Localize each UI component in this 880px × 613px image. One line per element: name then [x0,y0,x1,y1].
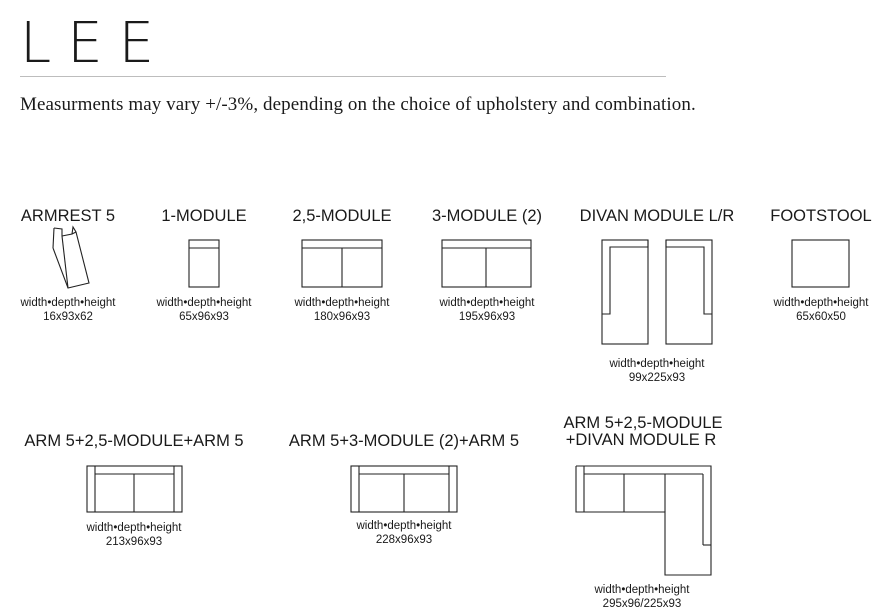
3-module-2-drawing [442,240,531,287]
product-title-arm5-2-5-divan-r-line2: +DIVAN MODULE R [565,431,717,449]
product-title-1-module: 1-MODULE [161,207,247,225]
dims-value-armrest-5: 16x93x62 [43,311,93,323]
dims-value-3-module-2: 195x96x93 [458,311,516,323]
dims-label-divan-module: width•depth•height [609,358,705,370]
dims-label-footstool: width•depth•height [773,297,869,309]
arm5-2-5-arm5-drawing [87,466,182,512]
dims-value-2-5-module: 180x96x93 [313,311,371,323]
dims-value-arm5-2-5-arm5: 213x96x93 [105,536,163,548]
product-title-arm5-3-arm5: ARM 5+3-MODULE (2)+ARM 5 [288,432,520,450]
measurement-note: Measurments may vary +/-3%, depending on the choice of upholstery and combination. [20,94,696,115]
product-title-arm5-2-5-divan-r-line1: ARM 5+2,5-MODULE [563,414,723,432]
1-module-drawing [189,240,219,287]
dims-value-arm5-3-arm5: 228x96x93 [375,534,433,546]
dims-value-1-module: 65x96x93 [179,311,229,323]
dims-label-armrest-5: width•depth•height [20,297,116,309]
dims-value-footstool: 65x60x50 [796,311,846,323]
dims-label-1-module: width•depth•height [156,297,252,309]
brand-logo-text: LEE [20,11,170,76]
dims-value-arm5-2-5-divan-r: 295x96/225x93 [602,598,682,610]
product-title-armrest-5: ARMREST 5 [20,207,116,225]
product-title-footstool: FOOTSTOOL [770,207,872,225]
arm5-3-arm5-drawing [351,466,457,512]
product-title-divan-module: DIVAN MODULE L/R [579,207,735,225]
divan-module-l-drawing [602,240,648,344]
2-5-module-drawing [302,240,382,287]
footstool-drawing [792,240,849,287]
product-title-3-module-2: 3-MODULE (2) [431,207,542,225]
armrest-5-drawing [53,227,89,288]
dims-label-arm5-2-5-arm5: width•depth•height [86,522,182,534]
divan-module-r-drawing [666,240,712,344]
dims-label-2-5-module: width•depth•height [294,297,390,309]
dims-label-arm5-2-5-divan-r: width•depth•height [594,584,690,596]
dims-label-3-module-2: width•depth•height [439,297,535,309]
arm5-2-5-divan-r-drawing [576,466,711,575]
product-title-2-5-module: 2,5-MODULE [292,207,392,225]
dims-label-arm5-3-arm5: width•depth•height [356,520,452,532]
product-title-arm5-2-5-arm5: ARM 5+2,5-MODULE+ARM 5 [24,432,244,450]
dims-value-divan-module: 99x225x93 [628,372,686,384]
